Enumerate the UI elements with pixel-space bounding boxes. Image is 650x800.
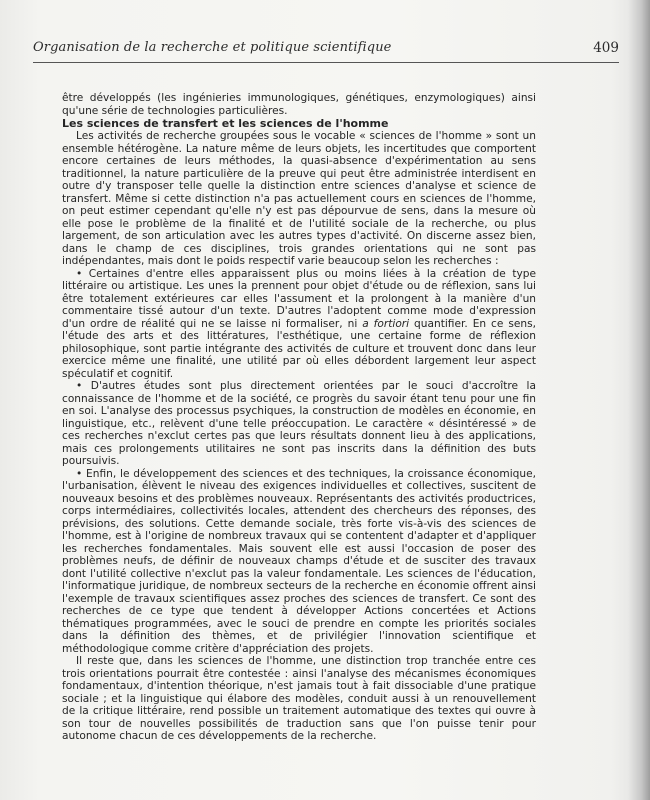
page-edge-shadow [628, 0, 650, 800]
paragraph-5: Il reste que, dans les sciences de l'homme, une distinction trop tranchée entre ces trois orientations pourrait être contestée : ainsi l'analyse des mécanismes économiques fondamentaux, d'intention théorique, n'est jamais tout à fait dissociable d'une pratique sociale ; et la linguistique qui élabore des modèles, conduit aussi à un renouvellement de la critique littéraire, rend possible un traitement automatique des textes qui ouvre à son tour de nouvelles possibilités de traduction sans que l'on puisse tenir pour autonome chacun de ces développements de la recherche. [62, 655, 536, 742]
page-body [62, 92, 536, 743]
page-number: 409 [593, 40, 619, 56]
header-rule [33, 62, 619, 63]
intro-paragraph: être développés (les ingénieries immunologiques, génétiques, enzymologiques) ainsi qu'une série de technologies particulières. [62, 92, 536, 117]
running-title: Organisation de la recherche et politique scientifique [33, 40, 392, 55]
paragraph-3: • D'autres études sont plus directement orientées par le souci d'accroître la connaissance de l'homme et de la société, ce progrès du savoir étant tenu pour une fin en soi. L'analyse des processus psychiques, la construction de modèles en économie, en linguistique, etc., relèvent d'une telle préoccupation. Le caractère « désintéressé » de ces recherches n'exclut certes pas que leurs résultats donnent lieu à des applications, mais ces prolongements utilitaires ne sont pas inscrits dans la définition des buts poursuivis. [62, 380, 536, 467]
paragraph-2 [62, 268, 536, 381]
paragraph-2-text-a: • Certaines d'entre elles apparaissent plus ou moins liées à la création de type littéraire ou artistique. Les unes la prennent pour objet d'étude ou de réflexion, sans lui être totalement extérieures car elles l'assument et la prolongent à la manière d'un commentaire tissé autour d'un texte. D'autres l'adoptent comme mode d'expression d'un ordre de réalité qui ne se laisse ni formaliser, ni [62, 267, 536, 330]
paragraph-1: Les activités de recherche groupées sous le vocable « sciences de l'homme » sont un ensemble hétérogène. La nature même de leurs objets, les incertitudes que comportent encore certaines de leurs méthodes, la quasi-absence d'expérimentation au sens traditionnel, la nature particulière de la preuve qui peut être administrée interdisent en outre d'y transposer telle quelle la distinction entre sciences d'analyse et science de transfert. Même si cette distinction n'a pas actuellement cours en sciences de l'homme, on peut estimer cependant qu'elle n'y est pas dépourvue de sens, dans la mesure où elle pose le problème de la finalité et de l'utilité sociale de la recherche, ou plus largement, de son articulation avec les autres types d'activité. On discerne assez bien, dans le champ de ces disciplines, trois grandes orientations qui ne sont pas indépendantes, mais dont le poids respectif varie beaucoup selon les recherches : [62, 130, 536, 267]
section-heading: Les sciences de transfert et les sciences de l'homme [62, 117, 389, 130]
paragraph-2-text-b: quantifier. En ce sens, l'étude des arts et des littératures, l'esthétique, une certaine forme de réflexion philosophique, sont partie intégrante des activités de culture et trouvent donc dans leur exercice même une finalité, une utilité par où elles débordent largement leur aspect spéculatif et cognitif. [62, 317, 536, 380]
paragraph-2-emphasis: a fortiori [362, 317, 410, 330]
running-header [33, 40, 619, 62]
paragraph-4: • Enfin, le développement des sciences et des techniques, la croissance économique, l'urbanisation, élèvent le niveau des exigences individuelles et collectives, suscitent de nouveaux besoins et des problèmes nouveaux. Représentants des activités productrices, corps intermédiaires, collectivités locales, attendent des chercheurs des réponses, des prévisions, des solutions. Cette demande sociale, très forte vis-à-vis des sciences de l'homme, est à l'origine de nombreux travaux qui se contentent d'adapter et d'appliquer les recherches fondamentales. Mais souvent elle est aussi l'occasion de poser des problèmes neufs, de définir de nouveaux champs d'étude et de susciter des travaux dont l'utilité collective n'exclut pas la valeur fondamentale. Les sciences de l'éducation, l'informatique juridique, de nombreux secteurs de la recherche en économie offrent ainsi l'exemple de travaux scientifiques assez proches des sciences de transfert. Ce sont des recherches de ce type que tendent à développer Actions concertées et Actions thématiques programmées, avec le souci de prendre en compte les priorités sociales dans la définition des thèmes, et de privilégier l'innovation scientifique et méthodologique comme critère d'appréciation des projets. [62, 467, 536, 655]
